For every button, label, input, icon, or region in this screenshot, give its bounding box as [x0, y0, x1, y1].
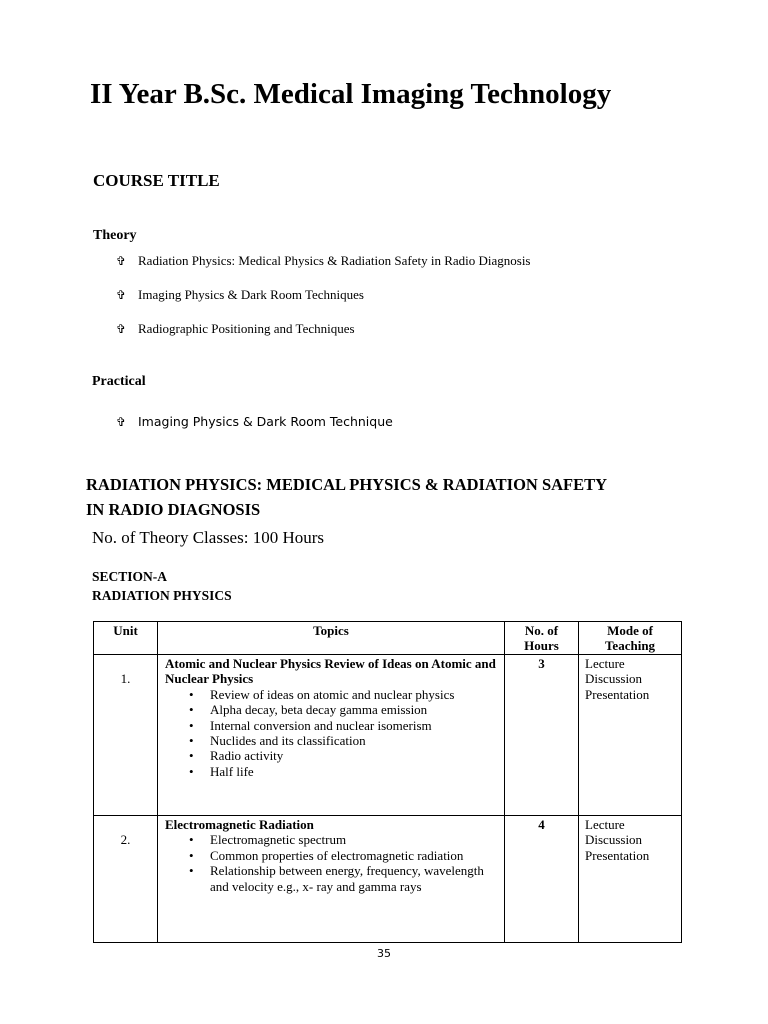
- hours-cell: 3: [505, 655, 579, 816]
- theory-item-label: Radiographic Positioning and Techniques: [138, 321, 355, 336]
- theory-item-label: Radiation Physics: Medical Physics & Radiation Safety in Radio Diagnosis: [138, 253, 531, 268]
- section-name: RADIATION PHYSICS: [92, 588, 232, 603]
- mode-item: Discussion: [585, 671, 643, 687]
- hours-cell: 4: [505, 816, 579, 943]
- list-item: • Internal conversion and nuclear isomerism: [189, 718, 498, 733]
- header-hours-line: No. of: [524, 623, 559, 638]
- topics-cell: [158, 655, 505, 816]
- practical-item: [116, 414, 393, 429]
- topics-cell: [158, 816, 505, 943]
- header-unit: Unit: [94, 622, 158, 655]
- section-title-line: IN RADIO DIAGNOSIS: [86, 500, 261, 519]
- theory-hours: No. of Theory Classes: 100 Hours: [92, 528, 324, 547]
- list-item: • Radio activity: [189, 748, 498, 763]
- mode-cell: [579, 816, 682, 943]
- header-mode-line: Mode of: [607, 623, 653, 638]
- header-mode: [579, 622, 682, 655]
- table-header-row: [94, 622, 682, 655]
- theory-item: [116, 253, 531, 269]
- list-item: • Review of ideas on atomic and nuclear physics: [189, 687, 498, 702]
- theory-heading: Theory: [93, 228, 137, 243]
- topic-heading: Electromagnetic Radiation: [165, 817, 314, 832]
- list-item: • Nuclides and its classification: [189, 733, 498, 748]
- header-hours-line: Hours: [524, 638, 559, 653]
- topic-list: [165, 832, 498, 894]
- cross-bullet-icon: ✞: [116, 322, 127, 336]
- mode-item: Lecture: [585, 656, 625, 671]
- mode-item: Discussion: [585, 832, 643, 848]
- header-hours: [505, 622, 579, 655]
- practical-item-label: Imaging Physics & Dark Room Technique: [138, 414, 393, 429]
- table-row: [94, 655, 682, 816]
- section-label: SECTION-A: [92, 569, 168, 584]
- unit-cell: 1.: [94, 655, 158, 816]
- mode-item: Presentation: [585, 686, 650, 702]
- list-item: • Half life: [189, 764, 498, 779]
- topic-heading: Atomic and Nuclear Physics Review of Ideas on Atomic and Nuclear Physics: [165, 656, 496, 687]
- mode-item: Lecture: [585, 817, 625, 832]
- theory-item: [116, 287, 364, 303]
- cross-bullet-icon: ✞: [116, 415, 127, 429]
- list-item: • Common properties of electromagnetic radiation: [189, 848, 498, 863]
- practical-heading: Practical: [92, 374, 146, 389]
- list-item: • Relationship between energy, frequency, wavelength and velocity e.g., x- ray and gamma rays: [189, 863, 498, 894]
- section-title: [86, 472, 686, 522]
- unit-cell: 2.: [94, 816, 158, 943]
- section-label-block: [92, 567, 232, 605]
- course-title-heading: COURSE TITLE: [93, 171, 220, 190]
- list-item: • Electromagnetic spectrum: [189, 832, 498, 847]
- theory-item: [116, 321, 355, 337]
- cross-bullet-icon: ✞: [116, 254, 127, 268]
- header-mode-line: Teaching: [604, 638, 656, 653]
- header-topics: Topics: [158, 622, 505, 655]
- theory-item-label: Imaging Physics & Dark Room Techniques: [138, 287, 364, 302]
- section-title-line: RADIATION PHYSICS: MEDICAL PHYSICS & RADIATION SAFETY: [86, 475, 608, 494]
- list-item: • Alpha decay, beta decay gamma emission: [189, 702, 498, 717]
- mode-item: Presentation: [585, 847, 650, 863]
- table-row: [94, 816, 682, 943]
- page-number: 35: [377, 947, 391, 960]
- units-table: [93, 621, 682, 943]
- topic-list: [165, 687, 498, 779]
- page-title: II Year B.Sc. Medical Imaging Technology: [90, 78, 612, 110]
- cross-bullet-icon: ✞: [116, 288, 127, 302]
- mode-cell: [579, 655, 682, 816]
